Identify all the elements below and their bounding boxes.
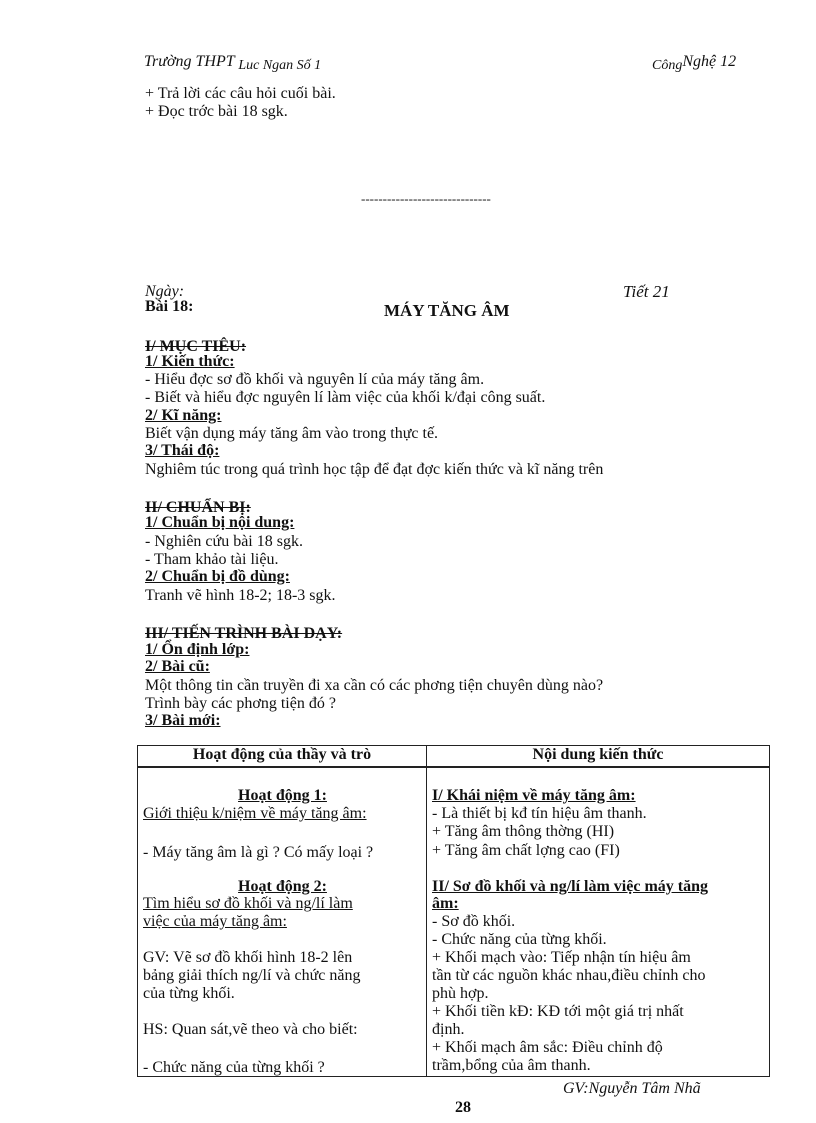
section-2-line-9: trầm,bổng của âm thanh. bbox=[432, 1057, 591, 1074]
prep-content-2: - Tham khảo tài liệu. bbox=[145, 551, 279, 568]
skills-text: Biết vận dụng máy tăng âm vào trong thực tế. bbox=[145, 425, 439, 442]
knowledge-heading: 1/ Kiến thức: bbox=[145, 353, 235, 370]
section-2-title-1: II/ Sơ đồ khối và ng/lí làm việc máy tăng bbox=[432, 878, 709, 895]
prep-content-heading: 1/ Chuẩn bị nội dung: bbox=[145, 514, 295, 531]
section-2-line-3: + Khối mạch vào: Tiếp nhận tín hiệu âm bbox=[432, 949, 691, 966]
preparation-heading: II/ CHUẨN BỊ: bbox=[145, 499, 251, 516]
gv-line-3: của từng khối. bbox=[143, 985, 235, 1002]
table-row bbox=[138, 767, 770, 1077]
attitude-heading: 3/ Thái độ: bbox=[145, 442, 220, 459]
lesson-number: Bài 18: bbox=[145, 298, 194, 315]
activity-1-desc: Giới thiệu k/niệm về máy tăng âm: bbox=[143, 805, 367, 822]
date-label: Ngày: bbox=[145, 283, 185, 300]
subject-label-a: Công bbox=[652, 58, 683, 73]
activity-1-title: Hoạt động 1: bbox=[238, 787, 327, 804]
header-school bbox=[144, 53, 321, 71]
section-2-line-4: tần từ các nguồn khác nhau,điều chỉnh cho bbox=[432, 967, 706, 984]
section-2-line-5: phù hợp. bbox=[432, 985, 489, 1002]
section-2-line-8: + Khối mạch âm sắc: Điều chỉnh độ bbox=[432, 1039, 663, 1056]
school-label: Trường THPT bbox=[144, 53, 235, 70]
question-2: - Chức năng của từng khối ? bbox=[143, 1059, 325, 1076]
prep-content-1: - Nghiên cứu bài 18 sgk. bbox=[145, 533, 303, 550]
class-heading: 1/ Ổn định lớp: bbox=[145, 641, 250, 658]
prev-task-1: + Trả lời các câu hỏi cuối bài. bbox=[145, 85, 336, 102]
prep-tools-heading: 2/ Chuẩn bị đồ dùng: bbox=[145, 568, 290, 585]
section-1-line-1: - Là thiết bị kđ tín hiệu âm thanh. bbox=[432, 805, 647, 822]
gv-line-1: GV: Vẽ sơ đồ khối hình 18-2 lên bbox=[143, 949, 353, 966]
separator: ------------------------------ bbox=[361, 191, 491, 206]
lesson-table bbox=[137, 745, 770, 1077]
gv-line-2: bảng giải thích ng/lí và chức năng bbox=[143, 967, 361, 984]
page-number: 28 bbox=[455, 1099, 471, 1116]
prev-task-2: + Đọc trớc bài 18 sgk. bbox=[145, 103, 288, 120]
activity-2-desc-2: việc của máy tăng âm: bbox=[143, 913, 287, 930]
section-2-line-6: + Khối tiền kĐ: KĐ tới một giá trị nhất bbox=[432, 1003, 684, 1020]
col-content-header: Nội dung kiến thức bbox=[427, 746, 770, 768]
review-1: Một thông tin cần truyền đi xa cần có các phơng tiện chuyên dùng nào? bbox=[145, 677, 604, 694]
school-name: Luc Ngan Số 1 bbox=[238, 58, 322, 73]
review-heading: 2/ Bài cũ: bbox=[145, 658, 210, 675]
objectives-heading: I/ MỤC TIÊU: bbox=[145, 338, 247, 355]
section-1-title: I/ Khái niệm về máy tăng âm: bbox=[432, 787, 636, 804]
activity-1-question: - Máy tăng âm là gì ? Có mấy loại ? bbox=[143, 844, 374, 861]
section-2-line-7: định. bbox=[432, 1021, 465, 1038]
hs-line: HS: Quan sát,vẽ theo và cho biết: bbox=[143, 1021, 358, 1038]
col-teacher-student-header: Hoạt động của thầy và trò bbox=[138, 746, 427, 768]
subject-label-b: Nghệ 12 bbox=[682, 53, 737, 70]
activity-2-desc-1: Tìm hiểu sơ đồ khối và ng/lí làm bbox=[143, 895, 353, 912]
knowledge-2: - Biết và hiểu đợc nguyên lí làm việc của khối k/đại công suất. bbox=[145, 389, 546, 406]
table-header-row bbox=[138, 746, 770, 768]
knowledge-1: - Hiểu đợc sơ đồ khối và nguyên lí của máy tăng âm. bbox=[145, 371, 485, 388]
footer-teacher: GV:Nguyễn Tâm Nhã bbox=[563, 1080, 701, 1097]
lesson-title: MÁY TĂNG ÂM bbox=[384, 301, 510, 320]
new-lesson-heading: 3/ Bài mới: bbox=[145, 712, 221, 729]
header-subject bbox=[652, 53, 736, 71]
section-1-line-3: + Tăng âm chất lợng cao (FI) bbox=[432, 842, 620, 859]
section-2-line-2: - Chức năng của từng khối. bbox=[432, 931, 607, 948]
section-2-line-1: - Sơ đồ khối. bbox=[432, 913, 516, 930]
prep-tools: Tranh vẽ hình 18-2; 18-3 sgk. bbox=[145, 587, 336, 604]
section-2-title-2: âm: bbox=[432, 895, 459, 912]
activity-2-title: Hoạt động 2: bbox=[238, 878, 327, 895]
review-2: Trình bày các phơng tiện đó ? bbox=[145, 695, 336, 712]
procedure-heading: III/ TIẾN TRÌNH BÀI DẠY: bbox=[145, 625, 343, 642]
lesson-period: Tiết 21 bbox=[623, 282, 670, 301]
attitude-text: Nghiêm túc trong quá trình học tập để đạt đợc kiến thức và kĩ năng trên bbox=[145, 461, 604, 478]
skills-heading: 2/ Kĩ năng: bbox=[145, 407, 222, 424]
content-cell bbox=[427, 767, 770, 1077]
activities-cell bbox=[138, 767, 427, 1077]
section-1-line-2: + Tăng âm thông thờng (HI) bbox=[432, 823, 615, 840]
